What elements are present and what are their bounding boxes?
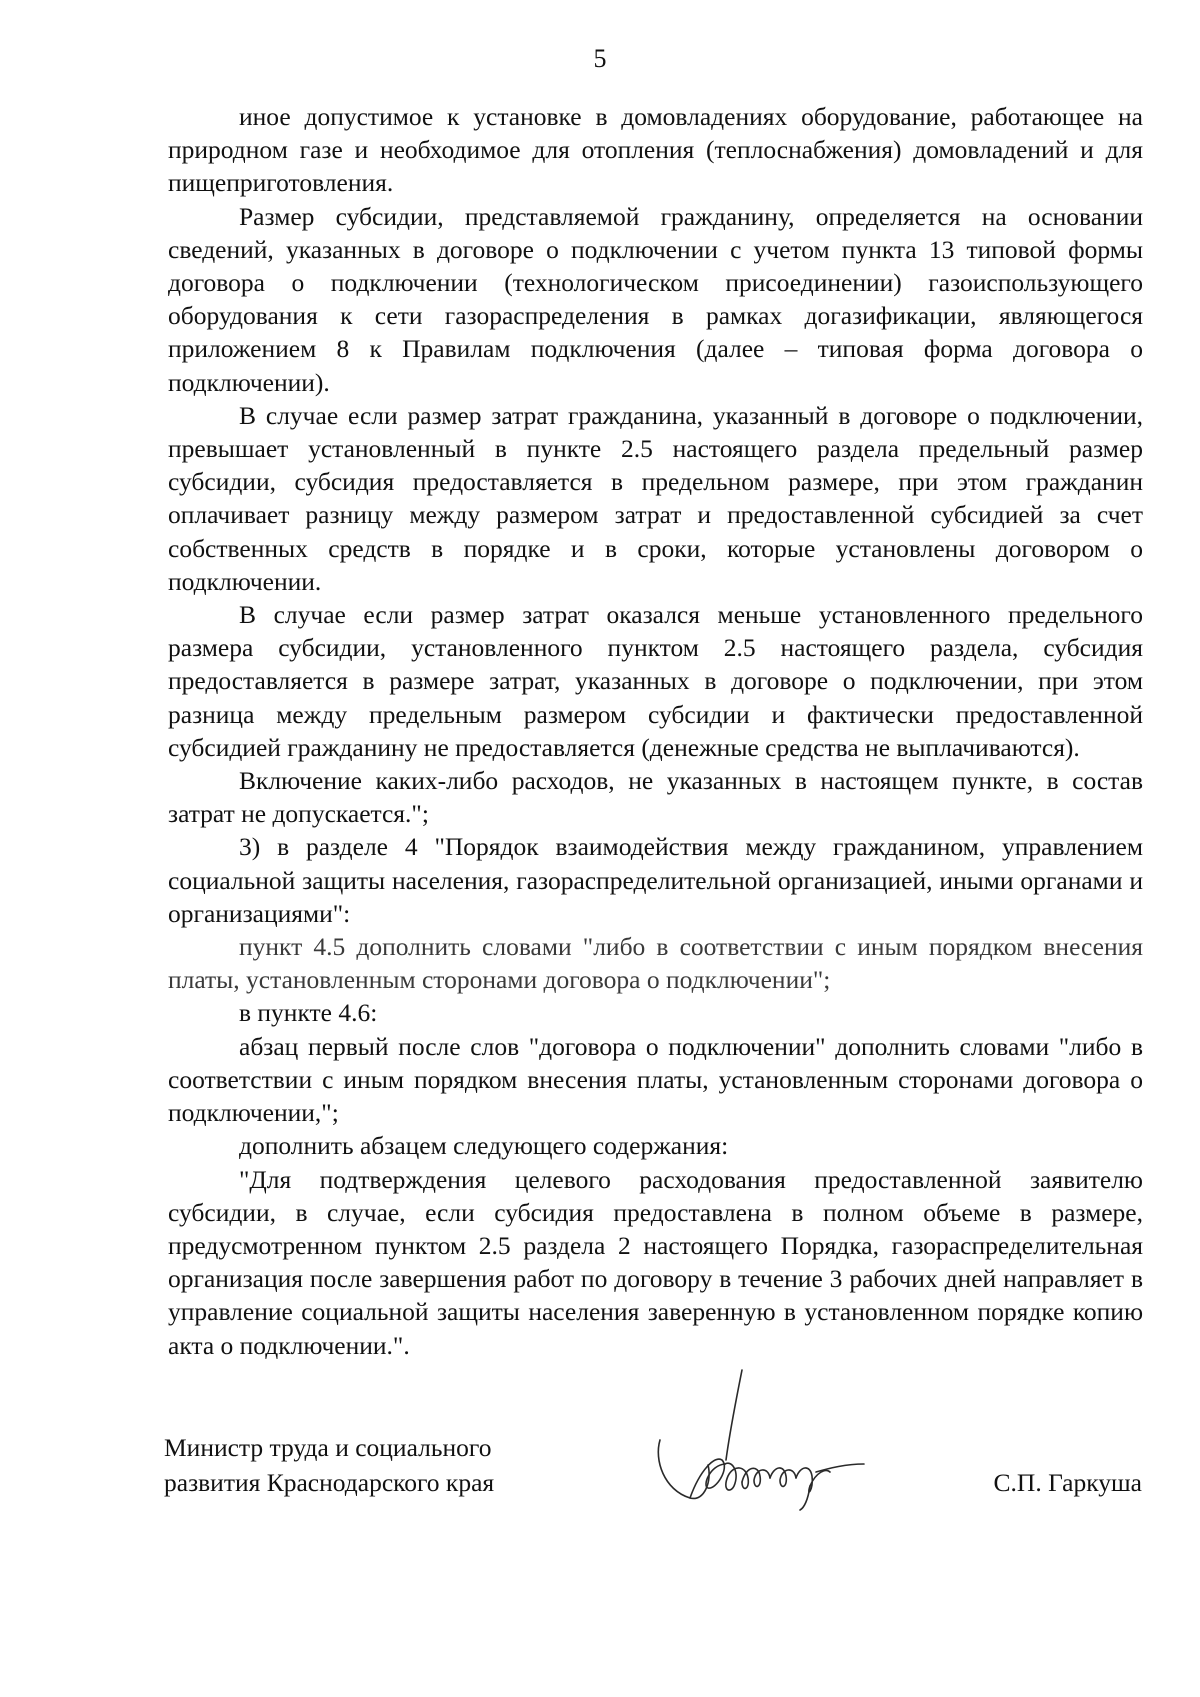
signer-title-line-1: Министр труда и социального bbox=[164, 1433, 492, 1462]
signer-title-line-2: развития Краснодарского края bbox=[164, 1468, 495, 1497]
paragraph-6: 3) в разделе 4 "Порядок взаимодействия между гражданином, управлением социальной защиты населения, газораспределительной организацией, иными органами и организациями": bbox=[168, 832, 1143, 928]
signature-block bbox=[0, 1430, 1200, 1540]
paragraph-9: абзац первый после слов "договора о подключении" дополнить словами "либо в соответствии с иным порядком внесения платы, установленным сторонами договора о подключении,"; bbox=[168, 1031, 1143, 1128]
page-number: 5 bbox=[593, 44, 607, 73]
paragraph-4: В случае если размер затрат оказался меньше установленного предельного размера субсидии, установленного пунктом 2.5 настоящего раздела, субсидия предоставляется в размере затрат, указанных в договоре о подключении, при этом разница между предельным размером субсидии и фактически предоставленной субсидией гражданину не предоставляется (денежные средства не выплачиваются). bbox=[168, 600, 1143, 762]
paragraph-11: "Для подтверждения целевого расходования предоставленной заявителю субсидии, в случае, если субсидия предоставлена в полном объеме в размере, предусмотренном пунктом 2.5 раздела 2 настоящего Порядка, газораспределительная организация после завершения работ по договору в течение 3 рабочих дней направляет в управление социальной защиты населения заверенную в установленном порядке копию акта о подключении.". bbox=[168, 1164, 1143, 1360]
paragraph-7: пункт 4.5 дополнить словами "либо в соответствии с иным порядком внесения платы, установленным сторонами договора о подключении"; bbox=[168, 932, 1143, 995]
paragraph-10: дополнить абзацем следующего содержания: bbox=[239, 1131, 729, 1161]
document-body bbox=[168, 100, 1143, 1362]
paragraph-8: в пункте 4.6: bbox=[239, 998, 378, 1028]
paragraph-5: Включение каких-либо расходов, не указанных в настоящем пункте, в состав затрат не допускается."; bbox=[168, 766, 1143, 829]
signer-title bbox=[164, 1430, 494, 1500]
paragraph-3: В случае если размер затрат гражданина, указанный в договоре о подключении, превышает установленный в пункте 2.5 настоящего раздела предельный размер субсидии, субсидия предоставляется в предельном размере, при этом гражданин оплачивает разницу между размером затрат и предоставленной субсидией за счет собственных средств в порядке и в сроки, которые установлены договором о подключении. bbox=[168, 400, 1143, 596]
paragraph-1: иное допустимое к установке в домовладениях оборудование, работающее на природном газе и необходимое для отопления (теплоснабжения) домовладений и для пищеприготовления. bbox=[168, 102, 1143, 198]
handwritten-signature bbox=[650, 1360, 890, 1520]
paragraph-2: Размер субсидии, представляемой гражданину, определяется на основании сведений, указанных в договоре о подключении с учетом пункта 13 типовой формы договора о подключении (технологическом присоединении) газоиспользующего оборудования к сети газораспределения в рамках догазификации, являющегося приложением 8 к Правилам подключения (далее – типовая форма договора о подключении). bbox=[168, 201, 1143, 397]
signer-name: С.П. Гаркуша bbox=[993, 1468, 1142, 1497]
